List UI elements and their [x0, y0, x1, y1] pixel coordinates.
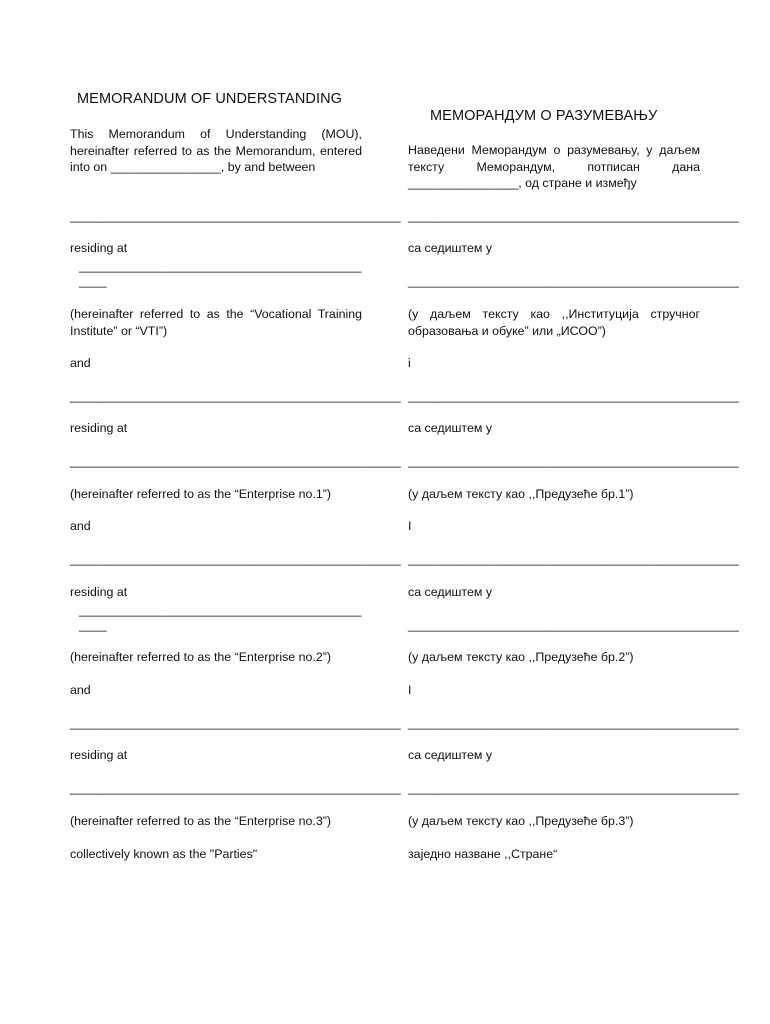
serbian-enterprise1-address-blank: ________________________________________________ [408, 454, 739, 468]
vti-reference: (hereinafter referred to as the “Vocational Training Institute” or “VTI”) [70, 307, 362, 338]
vti-name-blank: ________________________________________________ [70, 209, 401, 223]
enterprise1-name-blank: ________________________________________________ [70, 389, 401, 403]
serbian-intro: Наведени Меморандум о разумевању, у даљем тексту Меморандум, потписан дана ________________, од стране и између [408, 143, 700, 190]
isoo-name-blank: ________________________________________________ [408, 209, 739, 223]
isoo-reference: (у даљем тексту као ,,Институција стручног образовања и обуке” или „ИСОО”) [408, 307, 700, 338]
serbian-enterprise3-name-blank: ________________________________________________ [408, 716, 739, 730]
and-2: and [70, 519, 91, 533]
serbian-enterprise1-reference: (у даљем тексту као ,,Предузеће бр.1”) [408, 487, 634, 501]
serbian-enterprise3-reference: (у даљем тексту као ,,Предузеће бр.3”) [408, 814, 634, 828]
serbian-and-3: I [408, 683, 412, 697]
serbian-and-1: i [408, 356, 411, 370]
enterprise3-address-blank: ________________________________________________ [70, 781, 401, 795]
vti-residing-label: residing at [70, 241, 128, 255]
serbian-title: МЕМОРАНДУМ О РАЗУМЕВАЊУ [430, 108, 658, 124]
serbian-enterprise2-address-blank: ________________________________________________ [408, 618, 739, 632]
enterprise1-residing-label: residing at [70, 421, 128, 435]
enterprise2-reference: (hereinafter referred to as the “Enterprise no.2”) [70, 650, 332, 664]
serbian-enterprise2-seat-label: са седиштем у [408, 585, 493, 599]
english-intro: This Memorandum of Understanding (MOU), hereinafter referred to as the Memorandum, entered into on ________________, by and between [70, 127, 362, 174]
serbian-enterprise1-seat-label: са седиштем у [408, 421, 493, 435]
vti-address-blank: _____________________________________________ [79, 259, 362, 288]
enterprise3-residing-label: residing at [70, 748, 128, 762]
and-1: and [70, 356, 91, 370]
english-title: MEMORANDUM OF UNDERSTANDING [77, 91, 343, 107]
enterprise3-name-blank: ________________________________________________ [70, 716, 401, 730]
enterprise2-residing-label: residing at [70, 585, 128, 599]
serbian-enterprise1-name-blank: ________________________________________________ [408, 389, 739, 403]
serbian-enterprise3-address-blank: ________________________________________________ [408, 781, 739, 795]
serbian-enterprise3-seat-label: са седиштем у [408, 748, 493, 762]
enterprise2-address-blank: _____________________________________________ [79, 603, 362, 632]
enterprise3-reference: (hereinafter referred to as the “Enterprise no.3”) [70, 814, 332, 828]
enterprise1-address-blank: ________________________________________________ [70, 454, 401, 468]
serbian-enterprise2-name-blank: ________________________________________________ [408, 552, 739, 566]
isoo-seat-label: са седиштем у [408, 241, 493, 255]
serbian-parties-statement: заједно назване ,,Стране“ [408, 847, 558, 861]
parties-statement: collectively known as the "Parties" [70, 847, 258, 861]
isoo-address-blank: ________________________________________________ [408, 274, 739, 288]
enterprise1-reference: (hereinafter referred to as the “Enterprise no.1”) [70, 487, 332, 501]
serbian-enterprise2-reference: (у даљем тексту као ,,Предузеће бр.2”) [408, 650, 634, 664]
and-3: and [70, 683, 91, 697]
serbian-and-2: I [408, 519, 412, 533]
enterprise2-name-blank: ________________________________________________ [70, 552, 401, 566]
